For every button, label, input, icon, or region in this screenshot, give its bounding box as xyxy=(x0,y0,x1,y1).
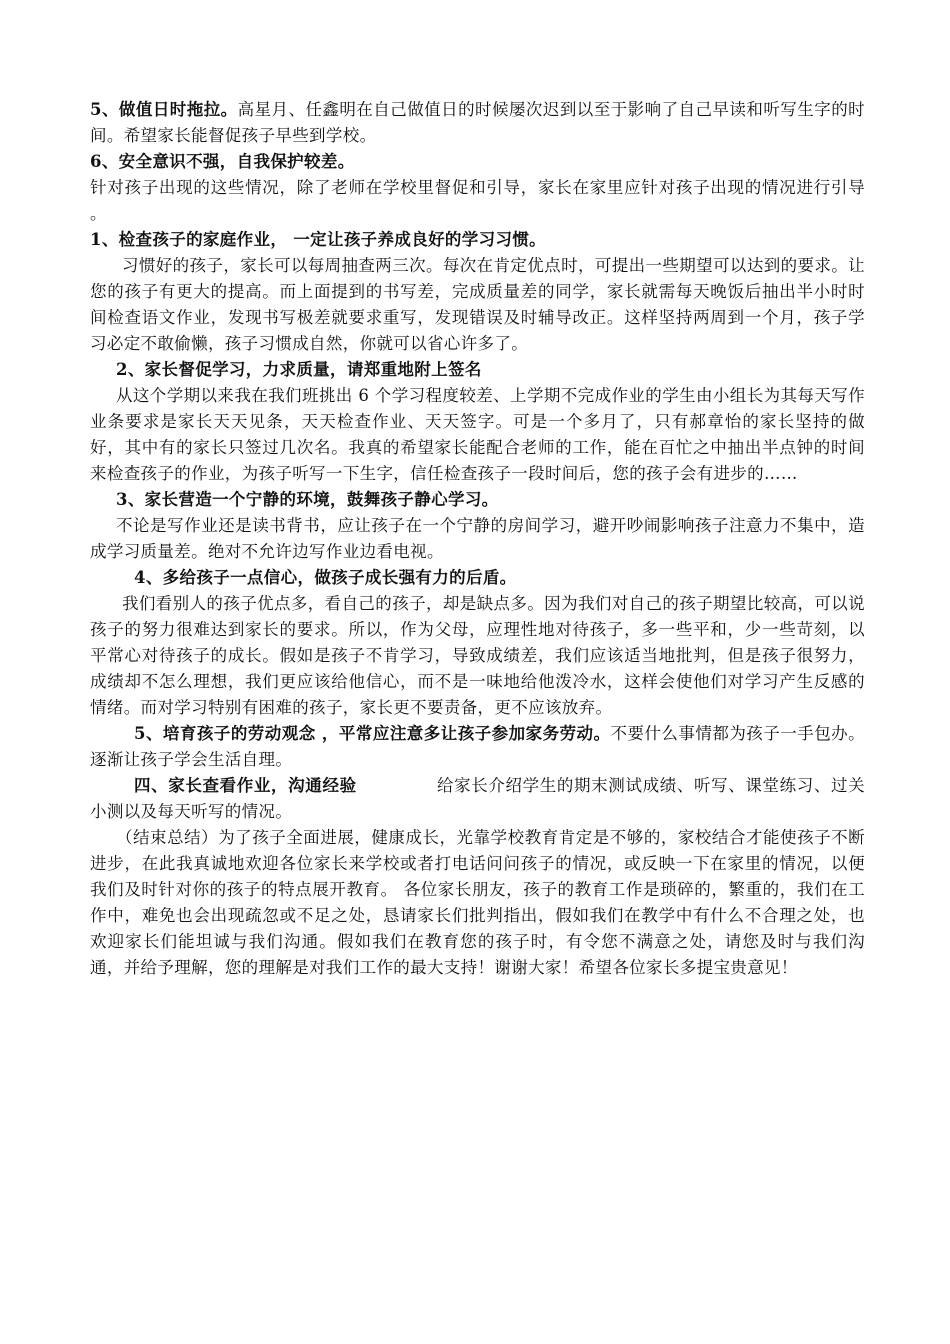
section-four-paragraph xyxy=(90,773,865,825)
item-5-heading: 5、做值日时拖拉。 xyxy=(90,100,238,119)
section-2-heading: 2、家长督促学习，力求质量，请郑重地附上签名 xyxy=(116,360,482,379)
section-four-text: 给家长介绍学生的期末测试成绩、听写、课堂练习、过关小测以及每天听写的情况。 xyxy=(90,776,865,821)
item-5-text: 高星月、任鑫明在自己做值日的时候屡次迟到以至于影响了自己早读和听写生字的时间。希望家长能督促孩子早些到学校。 xyxy=(90,100,865,145)
section-2-text: 从这个学期以来我在我们班挑出 6 个学习程度较差、上学期不完成作业的学生由小组长为其每天写作业条要求是家长天天见条，天天检查作业、天天签字。可是一个多月了，只有郝章怡的家长坚持的做好，其中有的家长只签过几次名。我真的希望家长能配合老师的工作，能在百忙之中抽出半点钟的时间来检查孩子的作业，为孩子听写一下生字，信任检查孩子一段时间后，您的孩子会有进步的…… xyxy=(90,386,865,483)
document-body xyxy=(90,97,865,981)
section-5-text: 不要什么事情都为孩子一手包办。逐渐让孩子学会生活自理。 xyxy=(90,724,865,769)
section-1-text: 习惯好的孩子，家长可以每周抽查两三次。每次在肯定优点时，可提出一些期望可以达到的要求。让您的孩子有更大的提高。而上面提到的书写差，完成质量差的同学，家长就需每天晚饭后抽出半小时时间检查语文作业，发现书写极差就要求重写，发现错误及时辅导改正。这样坚持两周到一个月，孩子学习必定不敢偷懒，孩子习惯成自然，你就可以省心许多了。 xyxy=(90,256,865,353)
section-3-heading: 3、家长营造一个宁静的环境，鼓舞孩子静心学习。 xyxy=(116,490,499,509)
section-4-text: 我们看别人的孩子优点多，看自己的孩子，却是缺点多。因为我们对自己的孩子期望比较高，可以说孩子的努力很难达到家长的要求。所以，作为父母，应理性地对待孩子，多一些平和，少一些苛刻，以平常心对待孩子的成长。假如是孩子不肯学习，导致成绩差，我们应该适当地批判，但是孩子很努力，成绩却不怎么理想，我们更应该给他信心，而不是一味地给他泼冷水，这样会使他们对学习产生反感的情绪。而对学习特别有困难的孩子，家长更不要责备，更不应该放弃。 xyxy=(90,594,865,717)
section-5-paragraph xyxy=(90,721,865,773)
section-3-text: 不论是写作业还是读书背书，应让孩子在一个宁静的房间学习，避开吵闹影响孩子注意力不集中，造成学习质量差。绝对不允许边写作业边看电视。 xyxy=(90,516,865,561)
section-4-heading: 4、多给孩子一点信心，做孩子成长强有力的后盾。 xyxy=(134,568,517,587)
section-1-heading: 1、检查孩子的家庭作业， 一定让孩子养成良好的学习习惯。 xyxy=(90,230,547,249)
item-6-heading: 6、安全意识不强，自我保护较差。 xyxy=(90,152,355,171)
closing-summary: （结束总结）为了孩子全面进展，健康成长，光靠学校教育肯定是不够的，家校结合才能使孩子不断进步，在此我真诚地欢迎各位家长来学校或者打电话问问孩子的情况，或反映一下在家里的情况，以便我们及时针对你的孩子的特点展开教育。 各位家长朋友，孩子的教育工作是琐碎的，繁重的，我们在工作中，难免也会出现疏忽或不足之处，恳请家长们批判指出，假如我们在教学中有什么不合理之处，也欢迎家长们能坦诚与我们沟通。假如我们在教育您的孩子时，有令您不满意之处，请您及时与我们沟通，并给予理解，您的理解是对我们工作的最大支持！谢谢大家！希望各位家长多提宝贵意见！ xyxy=(90,828,865,977)
section-5-heading: 5、培育孩子的劳动观念 ，平常应注意多让孩子参加家务劳动。 xyxy=(134,724,611,743)
paragraph-intro: 针对孩子出现的这些情况，除了老师在学校里督促和引导，家长在家里应针对孩子出现的情况进行引导 。 xyxy=(90,178,865,223)
section-four-heading: 四、家长查看作业，沟通经验 xyxy=(134,776,357,795)
paragraph-duty xyxy=(90,97,865,149)
